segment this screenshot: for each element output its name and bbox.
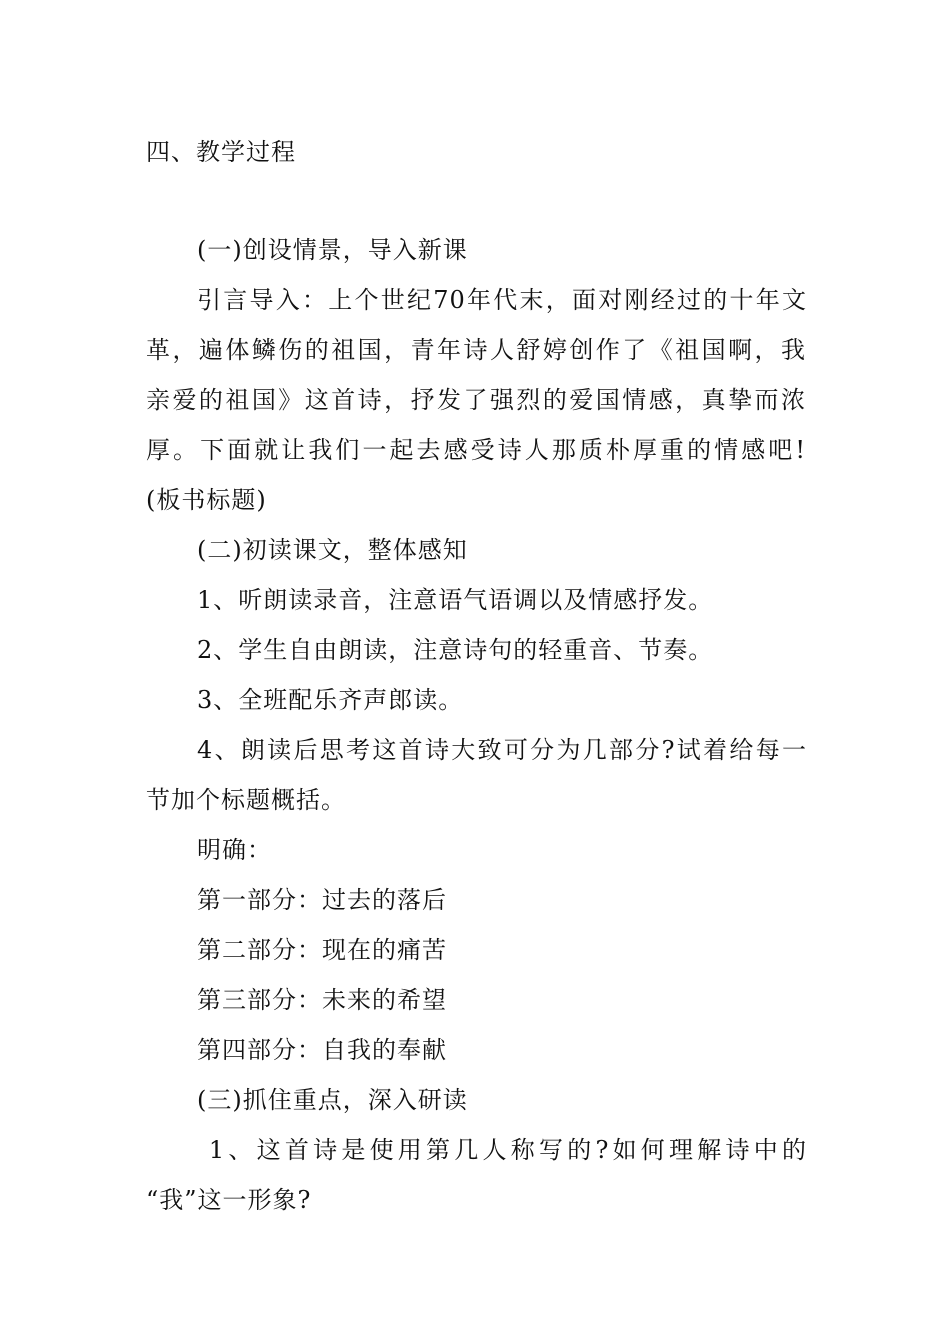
question-1-line-1: 1、这首诗是使用第几人称写的?如何理解诗中的 xyxy=(197,1136,807,1164)
step-1: 1、听朗读录音，注意语气语调以及情感抒发。 xyxy=(197,586,714,614)
intro-line-4: 厚。下面就让我们一起去感受诗人那质朴厚重的情感吧! xyxy=(146,436,806,464)
step-4-line-1: 4、朗读后思考这首诗大致可分为几部分?试着给每一 xyxy=(197,736,807,764)
part1-heading: (一)创设情景，导入新课 xyxy=(197,236,468,264)
section-title: 四、教学过程 xyxy=(146,138,296,166)
intro-line-1: 引言导入：上个世纪70年代末，面对刚经过的十年文 xyxy=(197,286,807,314)
intro-line-5: (板书标题) xyxy=(146,486,267,514)
answer-label: 明确： xyxy=(197,836,272,864)
part3-heading: (三)抓住重点，深入研读 xyxy=(197,1086,468,1114)
question-1-line-2: “我”这一形象? xyxy=(146,1186,312,1214)
answer-item: 第四部分：自我的奉献 xyxy=(197,1036,447,1064)
answer-item: 第一部分：过去的落后 xyxy=(197,886,447,914)
step-4-line-2: 节加个标题概括。 xyxy=(146,786,346,814)
step-2: 2、学生自由朗读，注意诗句的轻重音、节奏。 xyxy=(197,636,714,664)
answer-item: 第三部分：未来的希望 xyxy=(197,986,447,1014)
step-3: 3、全班配乐齐声郎读。 xyxy=(197,686,464,714)
intro-line-2: 革，遍体鳞伤的祖国，青年诗人舒婷创作了《祖国啊，我 xyxy=(146,336,806,364)
intro-line-3: 亲爱的祖国》这首诗，抒发了强烈的爱国情感，真挚而浓 xyxy=(146,386,806,414)
answer-item: 第二部分：现在的痛苦 xyxy=(197,936,447,964)
part2-heading: (二)初读课文，整体感知 xyxy=(197,536,468,564)
